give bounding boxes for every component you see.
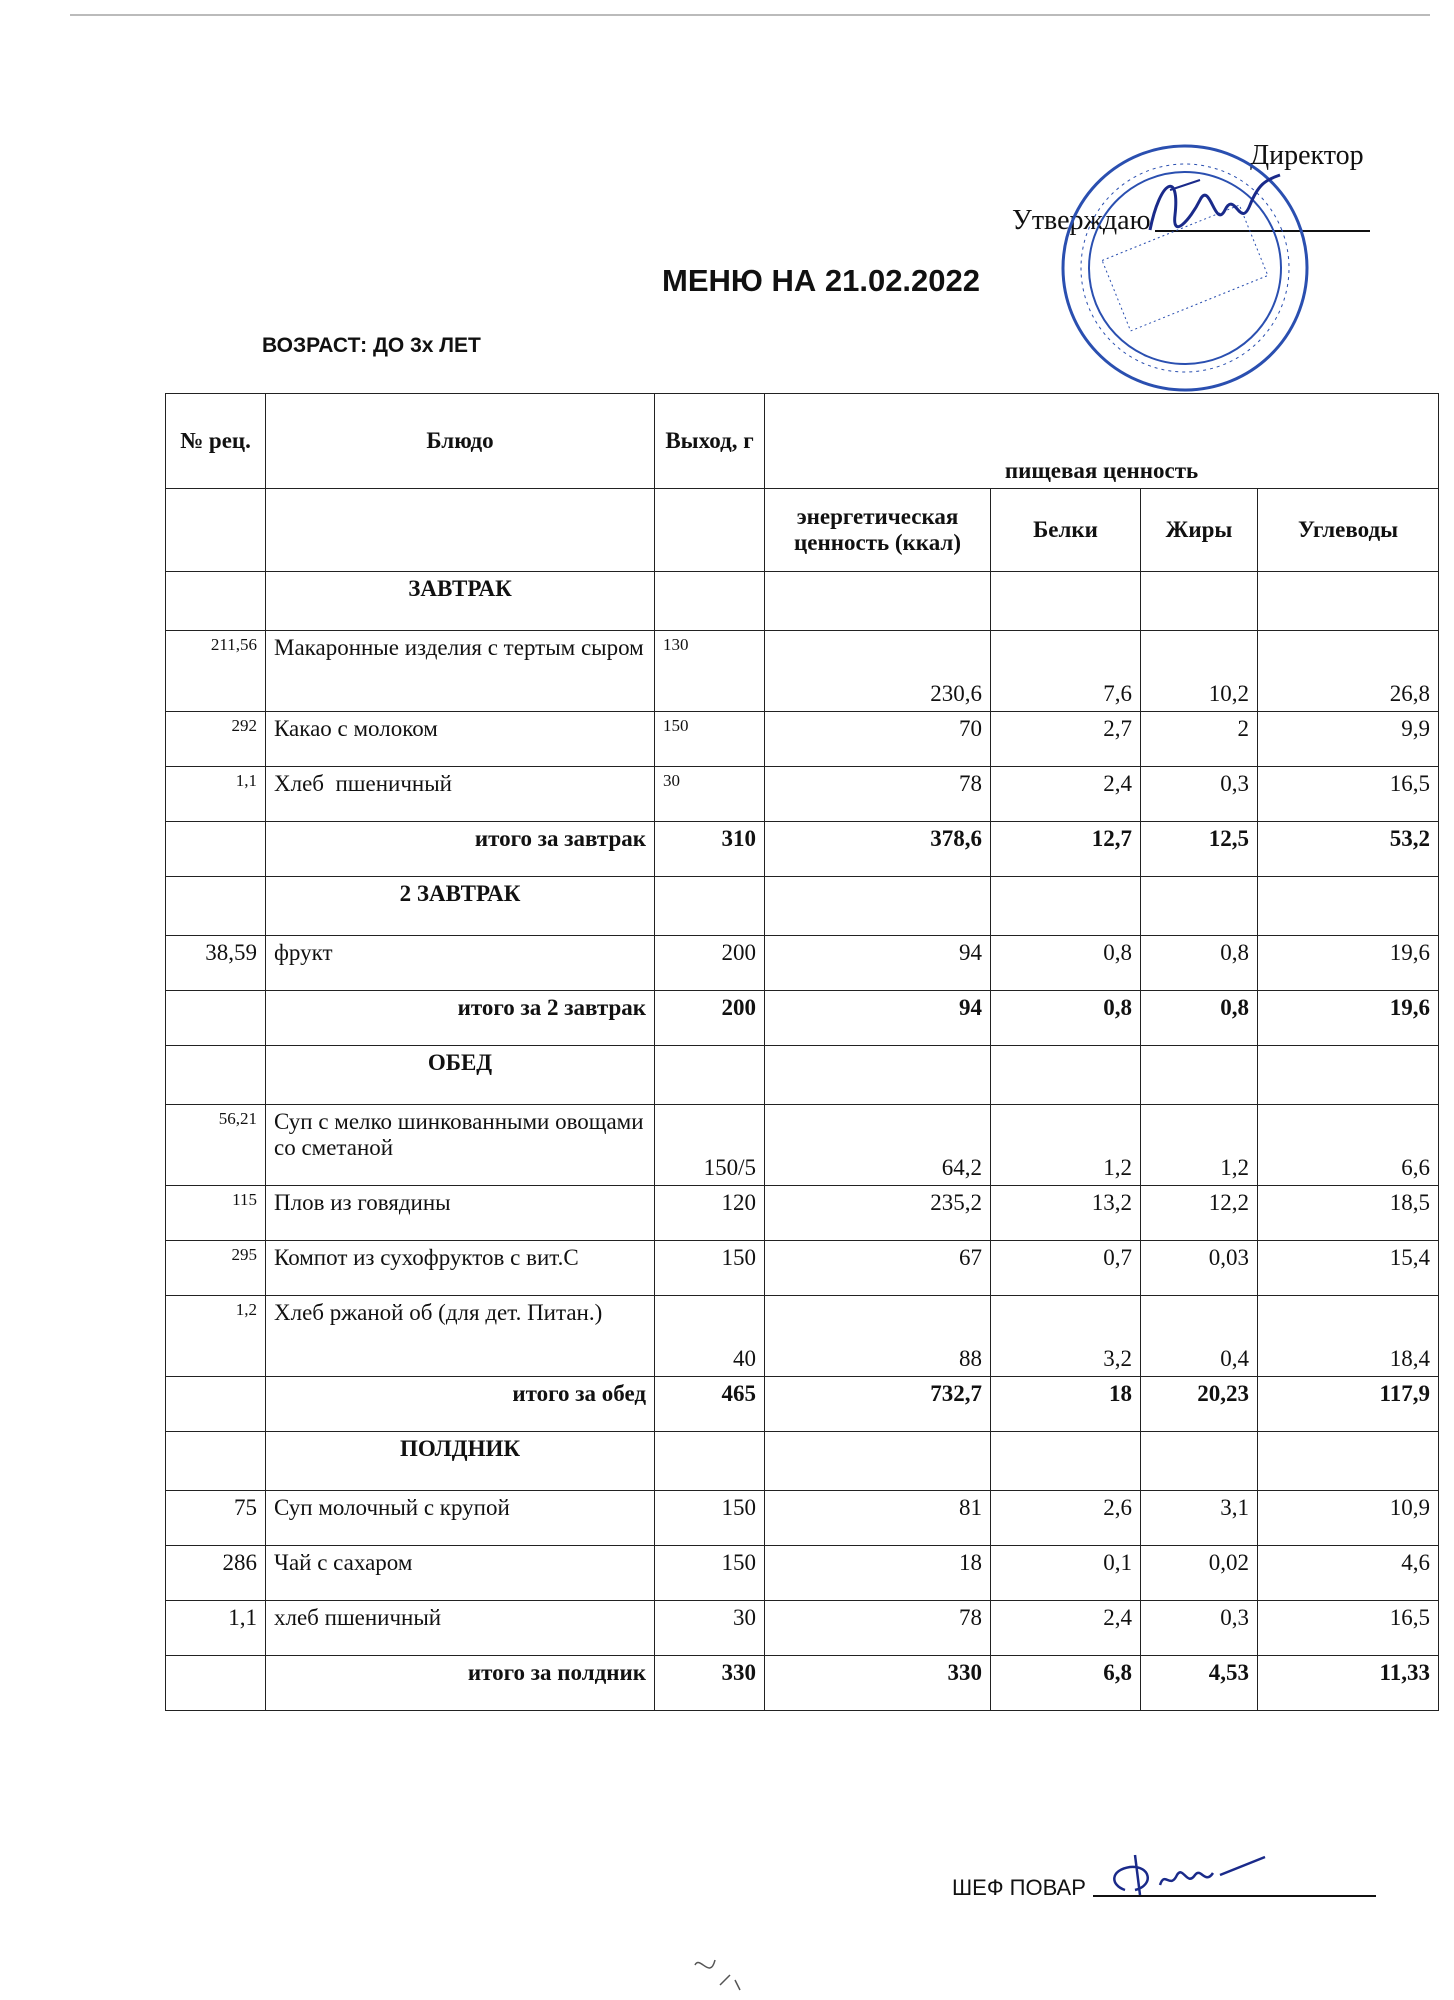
output-value: 150 bbox=[655, 1241, 765, 1296]
fat-value: 0,03 bbox=[1141, 1241, 1258, 1296]
subheader-empty bbox=[166, 489, 266, 572]
page-title: МЕНЮ НА 21.02.2022 bbox=[662, 263, 981, 298]
header-out: Выход, г bbox=[655, 394, 765, 489]
director-signature bbox=[1140, 160, 1290, 250]
protein-value: 1,2 bbox=[991, 1105, 1141, 1186]
approve-label: Утверждаю bbox=[1012, 205, 1151, 236]
table-row bbox=[166, 631, 1439, 712]
total-label: итого за обед bbox=[266, 1377, 655, 1432]
chef-signature bbox=[1105, 1845, 1275, 1905]
dish-name: хлеб пшеничный bbox=[266, 1601, 655, 1656]
total-energy: 732,7 bbox=[765, 1377, 991, 1432]
energy-value: 235,2 bbox=[765, 1186, 991, 1241]
chef-label: ШЕФ ПОВАР bbox=[952, 1875, 1086, 1900]
section-row bbox=[166, 1432, 1439, 1491]
energy-value: 78 bbox=[765, 767, 991, 822]
energy-value: 67 bbox=[765, 1241, 991, 1296]
energy-value: 81 bbox=[765, 1491, 991, 1546]
carb-value: 9,9 bbox=[1258, 712, 1439, 767]
table-row bbox=[166, 1186, 1439, 1241]
total-protein: 18 bbox=[991, 1377, 1141, 1432]
table-header-row bbox=[166, 394, 1439, 489]
protein-value: 0,1 bbox=[991, 1546, 1141, 1601]
table-row bbox=[166, 936, 1439, 991]
fat-value: 0,3 bbox=[1141, 767, 1258, 822]
total-protein: 6,8 bbox=[991, 1656, 1141, 1711]
energy-value: 18 bbox=[765, 1546, 991, 1601]
energy-value: 64,2 bbox=[765, 1105, 991, 1186]
age-label: ВОЗРАСТ: ДО 3х ЛЕТ bbox=[262, 334, 481, 357]
carb-value: 18,4 bbox=[1258, 1296, 1439, 1377]
fat-value: 0,4 bbox=[1141, 1296, 1258, 1377]
total-row bbox=[166, 1656, 1439, 1711]
carb-value: 19,6 bbox=[1258, 936, 1439, 991]
recipe-number: 56,21 bbox=[166, 1105, 266, 1186]
total-energy: 330 bbox=[765, 1656, 991, 1711]
dish-name: Компот из сухофруктов с вит.С bbox=[266, 1241, 655, 1296]
fat-value: 0,02 bbox=[1141, 1546, 1258, 1601]
header-energy: энергетическая ценность (ккал) bbox=[765, 489, 991, 572]
protein-value: 0,8 bbox=[991, 936, 1141, 991]
section-label: ПОЛДНИК bbox=[266, 1432, 655, 1491]
header-fat: Жиры bbox=[1141, 489, 1258, 572]
recipe-number: 1,1 bbox=[166, 1601, 266, 1656]
energy-value: 78 bbox=[765, 1601, 991, 1656]
protein-value: 13,2 bbox=[991, 1186, 1141, 1241]
output-value: 200 bbox=[655, 936, 765, 991]
total-carb: 19,6 bbox=[1258, 991, 1439, 1046]
carb-value: 16,5 bbox=[1258, 1601, 1439, 1656]
carb-value: 10,9 bbox=[1258, 1491, 1439, 1546]
total-row bbox=[166, 991, 1439, 1046]
total-row bbox=[166, 1377, 1439, 1432]
section-label: ОБЕД bbox=[266, 1046, 655, 1105]
subheader-empty bbox=[266, 489, 655, 572]
dish-name: Плов из говядины bbox=[266, 1186, 655, 1241]
table-row bbox=[166, 712, 1439, 767]
dish-name: Какао с молоком bbox=[266, 712, 655, 767]
header-dish: Блюдо bbox=[266, 394, 655, 489]
section-row bbox=[166, 1046, 1439, 1105]
top-scan-line bbox=[70, 14, 1430, 16]
fat-value: 10,2 bbox=[1141, 631, 1258, 712]
table-row bbox=[166, 767, 1439, 822]
dish-name: Суп молочный с крупой bbox=[266, 1491, 655, 1546]
recipe-number: 75 bbox=[166, 1491, 266, 1546]
section-row bbox=[166, 572, 1439, 631]
total-fat: 0,8 bbox=[1141, 991, 1258, 1046]
total-carb: 11,33 bbox=[1258, 1656, 1439, 1711]
carb-value: 26,8 bbox=[1258, 631, 1439, 712]
fat-value: 3,1 bbox=[1141, 1491, 1258, 1546]
table-row bbox=[166, 1105, 1439, 1186]
table-row bbox=[166, 1296, 1439, 1377]
fat-value: 0,8 bbox=[1141, 936, 1258, 991]
total-output: 465 bbox=[655, 1377, 765, 1432]
protein-value: 0,7 bbox=[991, 1241, 1141, 1296]
output-value: 150/5 bbox=[655, 1105, 765, 1186]
dish-name: Хлеб ржаной об (для дет. Питан.) bbox=[266, 1296, 655, 1377]
pencil-mark bbox=[690, 1945, 750, 1995]
recipe-number: 1,1 bbox=[166, 767, 266, 822]
total-energy: 378,6 bbox=[765, 822, 991, 877]
dish-name: Макаронные изделия с тертым сыром bbox=[266, 631, 655, 712]
total-row bbox=[166, 822, 1439, 877]
carb-value: 4,6 bbox=[1258, 1546, 1439, 1601]
total-fat: 4,53 bbox=[1141, 1656, 1258, 1711]
dish-name: Хлеб пшеничный bbox=[266, 767, 655, 822]
fat-value: 0,3 bbox=[1141, 1601, 1258, 1656]
header-carb: Углеводы bbox=[1258, 489, 1439, 572]
total-carb: 53,2 bbox=[1258, 822, 1439, 877]
header-num: № рец. bbox=[166, 394, 266, 489]
total-energy: 94 bbox=[765, 991, 991, 1046]
total-carb: 117,9 bbox=[1258, 1377, 1439, 1432]
output-value: 30 bbox=[655, 1601, 765, 1656]
output-value: 150 bbox=[655, 1491, 765, 1546]
output-value: 150 bbox=[655, 712, 765, 767]
fat-value: 12,2 bbox=[1141, 1186, 1258, 1241]
recipe-number: 286 bbox=[166, 1546, 266, 1601]
recipe-number: 295 bbox=[166, 1241, 266, 1296]
recipe-number: 38,59 bbox=[166, 936, 266, 991]
protein-value: 2,7 bbox=[991, 712, 1141, 767]
header-protein: Белки bbox=[991, 489, 1141, 572]
total-output: 200 bbox=[655, 991, 765, 1046]
table-row bbox=[166, 1546, 1439, 1601]
section-row bbox=[166, 877, 1439, 936]
energy-value: 70 bbox=[765, 712, 991, 767]
protein-value: 2,4 bbox=[991, 767, 1141, 822]
table-row bbox=[166, 1601, 1439, 1656]
section-label: 2 ЗАВТРАК bbox=[266, 877, 655, 936]
protein-value: 3,2 bbox=[991, 1296, 1141, 1377]
carb-value: 15,4 bbox=[1258, 1241, 1439, 1296]
energy-value: 88 bbox=[765, 1296, 991, 1377]
fat-value: 2 bbox=[1141, 712, 1258, 767]
dish-name: Суп с мелко шинкованными овощами со сметаной bbox=[266, 1105, 655, 1186]
total-protein: 0,8 bbox=[991, 991, 1141, 1046]
header-nutrition: пищевая ценность bbox=[765, 394, 1439, 489]
protein-value: 7,6 bbox=[991, 631, 1141, 712]
energy-value: 94 bbox=[765, 936, 991, 991]
dish-name: Чай с сахаром bbox=[266, 1546, 655, 1601]
carb-value: 18,5 bbox=[1258, 1186, 1439, 1241]
recipe-number: 292 bbox=[166, 712, 266, 767]
output-value: 120 bbox=[655, 1186, 765, 1241]
output-value: 40 bbox=[655, 1296, 765, 1377]
energy-value: 230,6 bbox=[765, 631, 991, 712]
total-label: итого за полдник bbox=[266, 1656, 655, 1711]
subheader-empty bbox=[655, 489, 765, 572]
director-label: Директор bbox=[1250, 140, 1364, 171]
recipe-number: 1,2 bbox=[166, 1296, 266, 1377]
protein-value: 2,4 bbox=[991, 1601, 1141, 1656]
fat-value: 1,2 bbox=[1141, 1105, 1258, 1186]
total-label: итого за завтрак bbox=[266, 822, 655, 877]
carb-value: 6,6 bbox=[1258, 1105, 1439, 1186]
section-label: ЗАВТРАК bbox=[266, 572, 655, 631]
recipe-number: 115 bbox=[166, 1186, 266, 1241]
protein-value: 2,6 bbox=[991, 1491, 1141, 1546]
menu-table bbox=[165, 393, 1439, 1711]
recipe-number: 211,56 bbox=[166, 631, 266, 712]
output-value: 30 bbox=[655, 767, 765, 822]
total-protein: 12,7 bbox=[991, 822, 1141, 877]
total-output: 310 bbox=[655, 822, 765, 877]
table-row bbox=[166, 1241, 1439, 1296]
total-label: итого за 2 завтрак bbox=[266, 991, 655, 1046]
carb-value: 16,5 bbox=[1258, 767, 1439, 822]
table-subheader-row bbox=[166, 489, 1439, 572]
total-output: 330 bbox=[655, 1656, 765, 1711]
output-value: 150 bbox=[655, 1546, 765, 1601]
dish-name: фрукт bbox=[266, 936, 655, 991]
total-fat: 20,23 bbox=[1141, 1377, 1258, 1432]
output-value: 130 bbox=[655, 631, 765, 712]
table-row bbox=[166, 1491, 1439, 1546]
total-fat: 12,5 bbox=[1141, 822, 1258, 877]
